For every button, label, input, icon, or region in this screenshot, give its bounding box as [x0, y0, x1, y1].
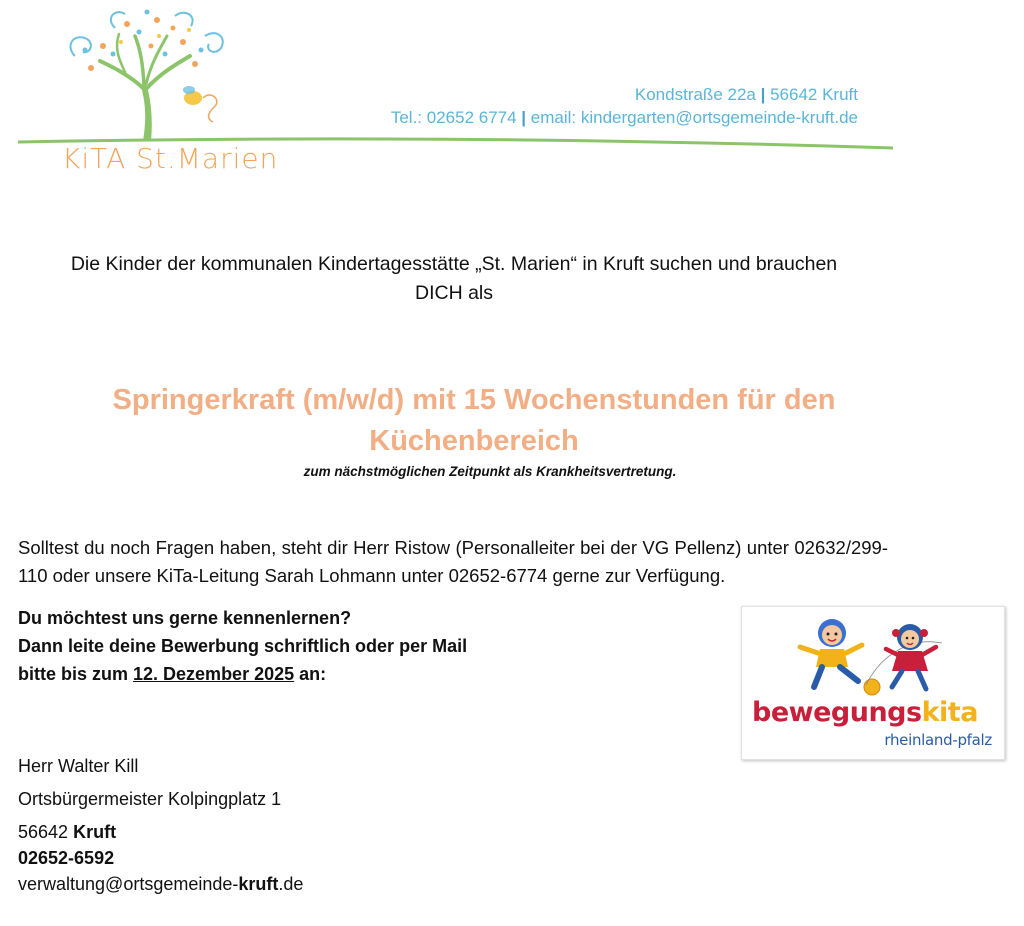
- address-city: 56642 Kruft: [770, 85, 858, 104]
- questions-paragraph: Solltest du noch Fragen haben, steht dir Herr Ristow (Personalleiter bei der VG Pellenz) unter 02632/299-110 oder unsere KiTa-Leitung Sarah Lohmann unter 02652-6774 gerne zur Verfügung.: [18, 537, 888, 586]
- header-email[interactable]: email: kindergarten@ortsgemeinde-kruft.de: [530, 108, 858, 127]
- contact-zip-town: [18, 819, 116, 845]
- bewegungskita-logo: [741, 606, 1005, 760]
- contact-town: Kruft: [73, 822, 117, 842]
- cta-line-3: [18, 660, 718, 688]
- contact-name: Herr Walter Kill: [18, 756, 139, 776]
- cta-line-3-suffix: an:: [294, 664, 327, 684]
- deadline-date: 12. Dezember 2025: [133, 664, 295, 684]
- intro-line-1: Die Kinder der kommunalen Kindertagesstätte „St. Marien“ in Kruft suchen und brauchen: [70, 253, 838, 275]
- bewegungskita-wordmark: [752, 697, 978, 728]
- job-title-line-2: Küchenbereich: [369, 425, 579, 457]
- separator: |: [521, 108, 527, 127]
- brand-part-1: bewegungs: [752, 697, 922, 728]
- job-title-line-1: Springerkraft (m/w/d) mit 15 Wochenstunden für den: [112, 384, 836, 416]
- application-call-to-action: [18, 604, 718, 688]
- contact-email[interactable]: [18, 871, 303, 897]
- cta-line-2: Dann leite deine Bewerbung schriftlich oder per Mail: [18, 636, 468, 656]
- contact-office: Ortsbürgermeister Kolpingplatz 1: [18, 789, 282, 809]
- brand-part-2: kita: [921, 697, 978, 728]
- intro-text: [20, 250, 888, 308]
- contact-zip: 56642: [18, 822, 69, 842]
- intro-line-2: DICH als: [414, 282, 493, 304]
- separator: |: [760, 85, 766, 104]
- cta-line-3-prefix: bitte bis zum: [18, 664, 134, 684]
- job-subtitle: zum nächstmöglichen Zeitpunkt als Krankheitsvertretung.: [303, 464, 677, 479]
- address-street: Kondstraße 22a: [634, 85, 756, 104]
- kita-tree-logo: [55, 6, 235, 146]
- header-contact: [391, 108, 858, 128]
- playing-children-icon: [792, 613, 952, 699]
- mail-suffix: .de: [278, 874, 304, 894]
- job-title: [40, 380, 908, 462]
- kita-logo-text: KiTA St.Marien: [62, 142, 279, 175]
- contact-phone: 02652-6592: [18, 848, 115, 868]
- cta-line-1: Du möchtest uns gerne kennenlernen?: [18, 608, 352, 628]
- mail-prefix: verwaltung@ortsgemeinde-: [18, 874, 239, 894]
- header-address: [635, 85, 858, 105]
- mail-bold: kruft: [238, 874, 279, 894]
- header-phone: Tel.: 02652 6774: [390, 108, 517, 127]
- bewegungskita-region: rheinland-pfalz: [884, 731, 992, 749]
